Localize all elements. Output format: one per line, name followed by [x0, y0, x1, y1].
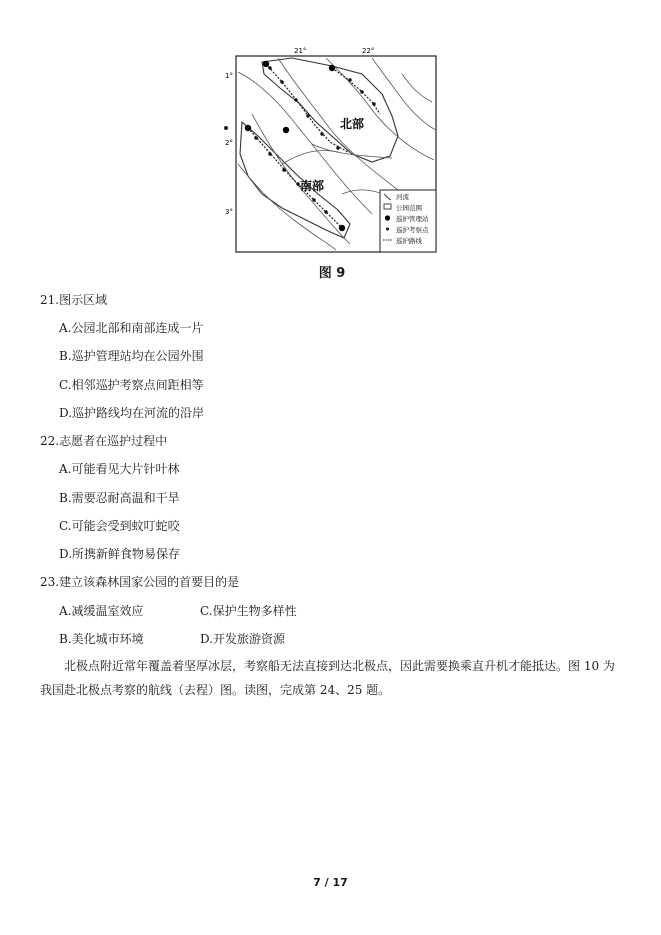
paragraph-line-2: 我国赴北极点考察的航线（去程）图。读图，完成第 24、25 题。: [40, 683, 391, 697]
patrol-route: [332, 68, 380, 114]
question-22-option-d: D.所携新鲜食物易保存: [59, 547, 181, 561]
question-21-option-b: B.巡护管理站均在公园外围: [59, 349, 204, 363]
inspection-point: [268, 66, 271, 69]
legend-label: 巡护考察点: [396, 226, 429, 234]
patrol-station-icon: [385, 215, 390, 220]
river: [282, 151, 338, 165]
legend-label: 公园范围: [396, 204, 422, 212]
question-23-stem: 23.建立该森林国家公园的首要目的是: [40, 575, 240, 589]
river: [402, 74, 432, 102]
map-marker-dot: [224, 126, 228, 130]
legend-label: 巡护路线: [396, 237, 422, 245]
patrol-station: [263, 61, 269, 67]
question-22-option-c: C.可能会受到蚊叮蛇咬: [59, 519, 180, 533]
inspection-point: [324, 210, 327, 213]
question-21-option-c: C.相邻巡护考察点间距相等: [59, 378, 204, 392]
map-legend: [380, 190, 436, 252]
lat-label-1: 1°: [225, 72, 233, 80]
inspection-point: [320, 132, 323, 135]
legend-label: 巡护管理站: [396, 215, 429, 223]
inspection-point: [360, 90, 363, 93]
figure-caption: 图 9: [318, 266, 346, 281]
south-region-label: 南部: [300, 179, 325, 193]
legend-label: 河流: [396, 193, 409, 201]
north-park-boundary: [262, 58, 398, 162]
north-region-label: 北部: [340, 117, 365, 131]
patrol-station: [329, 65, 335, 71]
question-23-option-a: A.减缓温室效应: [59, 604, 144, 618]
intro-paragraph: [40, 654, 620, 702]
question-21-option-d: D.巡护路线均在河流的沿岸: [59, 406, 205, 420]
figure-9: [222, 44, 442, 280]
lat-label-3: 3°: [225, 208, 233, 216]
inspection-point: [254, 136, 257, 139]
lon-label-21: 21°: [294, 47, 307, 55]
inspection-point: [294, 98, 297, 101]
inspection-point: [312, 198, 315, 201]
river: [312, 144, 392, 158]
page-number: 7 / 17: [313, 876, 348, 889]
question-23-option-d: D.开发旅游资源: [200, 632, 286, 646]
patrol-station: [339, 225, 345, 231]
patrol-station: [283, 127, 289, 133]
inspection-point-icon: [386, 228, 389, 231]
question-23-option-b: B.美化城市环境: [59, 632, 144, 646]
question-23-option-c: C.保护生物多样性: [200, 604, 297, 618]
question-22-stem: 22.志愿者在巡护过程中: [40, 434, 168, 448]
inspection-point: [348, 78, 351, 81]
question-21-option-a: A.公园北部和南部连成一片: [59, 321, 204, 335]
inspection-point: [268, 152, 271, 155]
inspection-point: [372, 102, 375, 105]
question-22-option-b: B.需要忍耐高温和干旱: [59, 491, 180, 505]
inspection-point: [306, 114, 309, 117]
lon-label-22: 22°: [362, 47, 375, 55]
inspection-point: [336, 146, 339, 149]
river: [238, 164, 336, 250]
paragraph-line-1: 北极点附近常年覆盖着坚厚冰层，考察船无法直接到达北极点，因此需要换乘直升机才能抵达。图 10 为: [64, 659, 615, 673]
park-map: [222, 44, 442, 280]
question-21-stem: 21.图示区域: [40, 293, 108, 307]
inspection-point: [280, 80, 283, 83]
lat-label-2: 2°: [225, 139, 233, 147]
patrol-station: [245, 125, 251, 131]
inspection-point: [282, 168, 285, 171]
question-22-option-a: A.可能看见大片针叶林: [59, 462, 180, 476]
